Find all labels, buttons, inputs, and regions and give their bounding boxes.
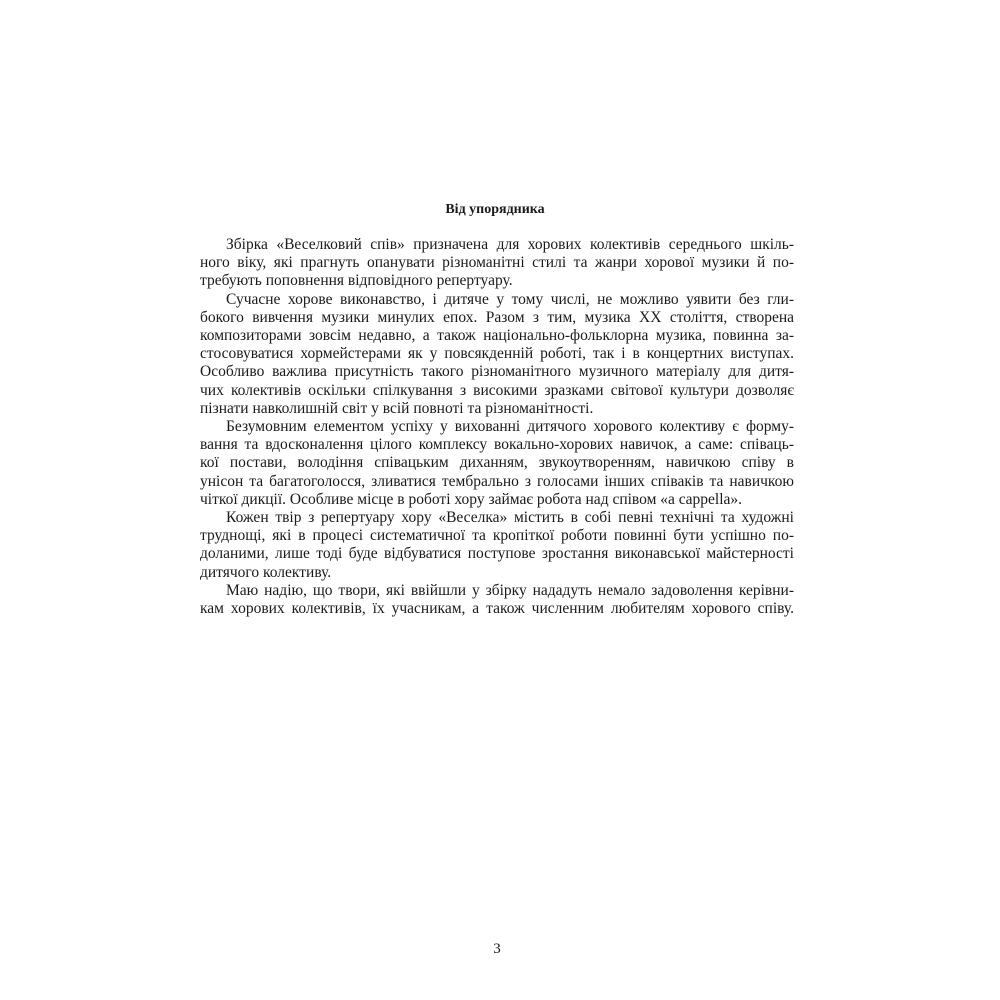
text-line: вання та вдосконалення цілого комплексу вокально-хорових навичок, а саме: співаць-: [200, 436, 794, 454]
text-line: чих колективів оскільки спілкування з високими зразками світової культури дозволяє: [200, 381, 794, 399]
paragraph: [200, 582, 794, 618]
text-line: Сучасне хорове виконавство, і дитяче у тому числі, не можливо уявити без гли-: [226, 290, 794, 308]
text-line: дитячого колективу.: [200, 563, 332, 581]
text-line: бокого вивчення музики минулих епох. Разом з тим, музика XX століття, створена: [200, 308, 794, 326]
text-line: пізнати навколишній світ у всій повноті та різноманітності.: [200, 399, 594, 417]
text-line: Безумовним елементом успіху у вихованні дитячого хорового колективу є форму-: [226, 418, 794, 436]
text-line: Маю надію, що твори, які ввійшли у збірку нададуть немало задоволення керівни-: [226, 581, 794, 599]
text-line: стосовуватися хормейстерами як у повсякденній роботі, так і в концертних виступах.: [200, 345, 794, 363]
paragraph: [200, 509, 794, 582]
text-line: труднощі, які в процесі систематичної та кропіткої роботи повинні бути успішно по-: [200, 527, 794, 545]
section-title: Від упорядника: [445, 202, 545, 217]
text-line: доланими, лише тоді буде відбуватися поступове зростання виконавської майстерності: [200, 545, 794, 563]
body-text: [200, 236, 794, 618]
paragraph: [200, 236, 794, 291]
text-line: Кожен твір з репертуару хору «Веселка» містить в собі певні технічні та художні: [226, 509, 794, 527]
paragraph: [200, 291, 794, 418]
paragraph: [200, 418, 794, 509]
text-line: кам хорових колективів, їх учасникам, а також численним любителям хорового співу.: [200, 600, 794, 618]
text-line: композиторами зовсім недавно, а також національно-фольклорна музика, повинна за-: [200, 327, 794, 345]
text-line: требують поповнення відповідного репертуару.: [200, 272, 513, 290]
text-line: чіткої дикції. Особливе місце в роботі хору займає робота над співом «а cappella».: [200, 490, 743, 508]
text-line: Збірка «Веселковий спів» призначена для хорових колективів середнього шкіль-: [226, 236, 794, 253]
text-line: унісон та багатоголосся, зливатися тембрально з голосами інших співаків та навичкою: [200, 472, 794, 490]
page-number: 3: [493, 941, 501, 957]
text-line: кої постави, володіння співацьким диханням, звукоутворенням, навичкою співу в: [200, 454, 794, 472]
text-line: ного віку, які прагнуть опанувати різноманітні стилі та жанри хорової музики й по-: [200, 254, 794, 272]
text-line: Особливо важлива присутність такого різноманітного музичного матеріалу для дитя-: [200, 363, 794, 381]
